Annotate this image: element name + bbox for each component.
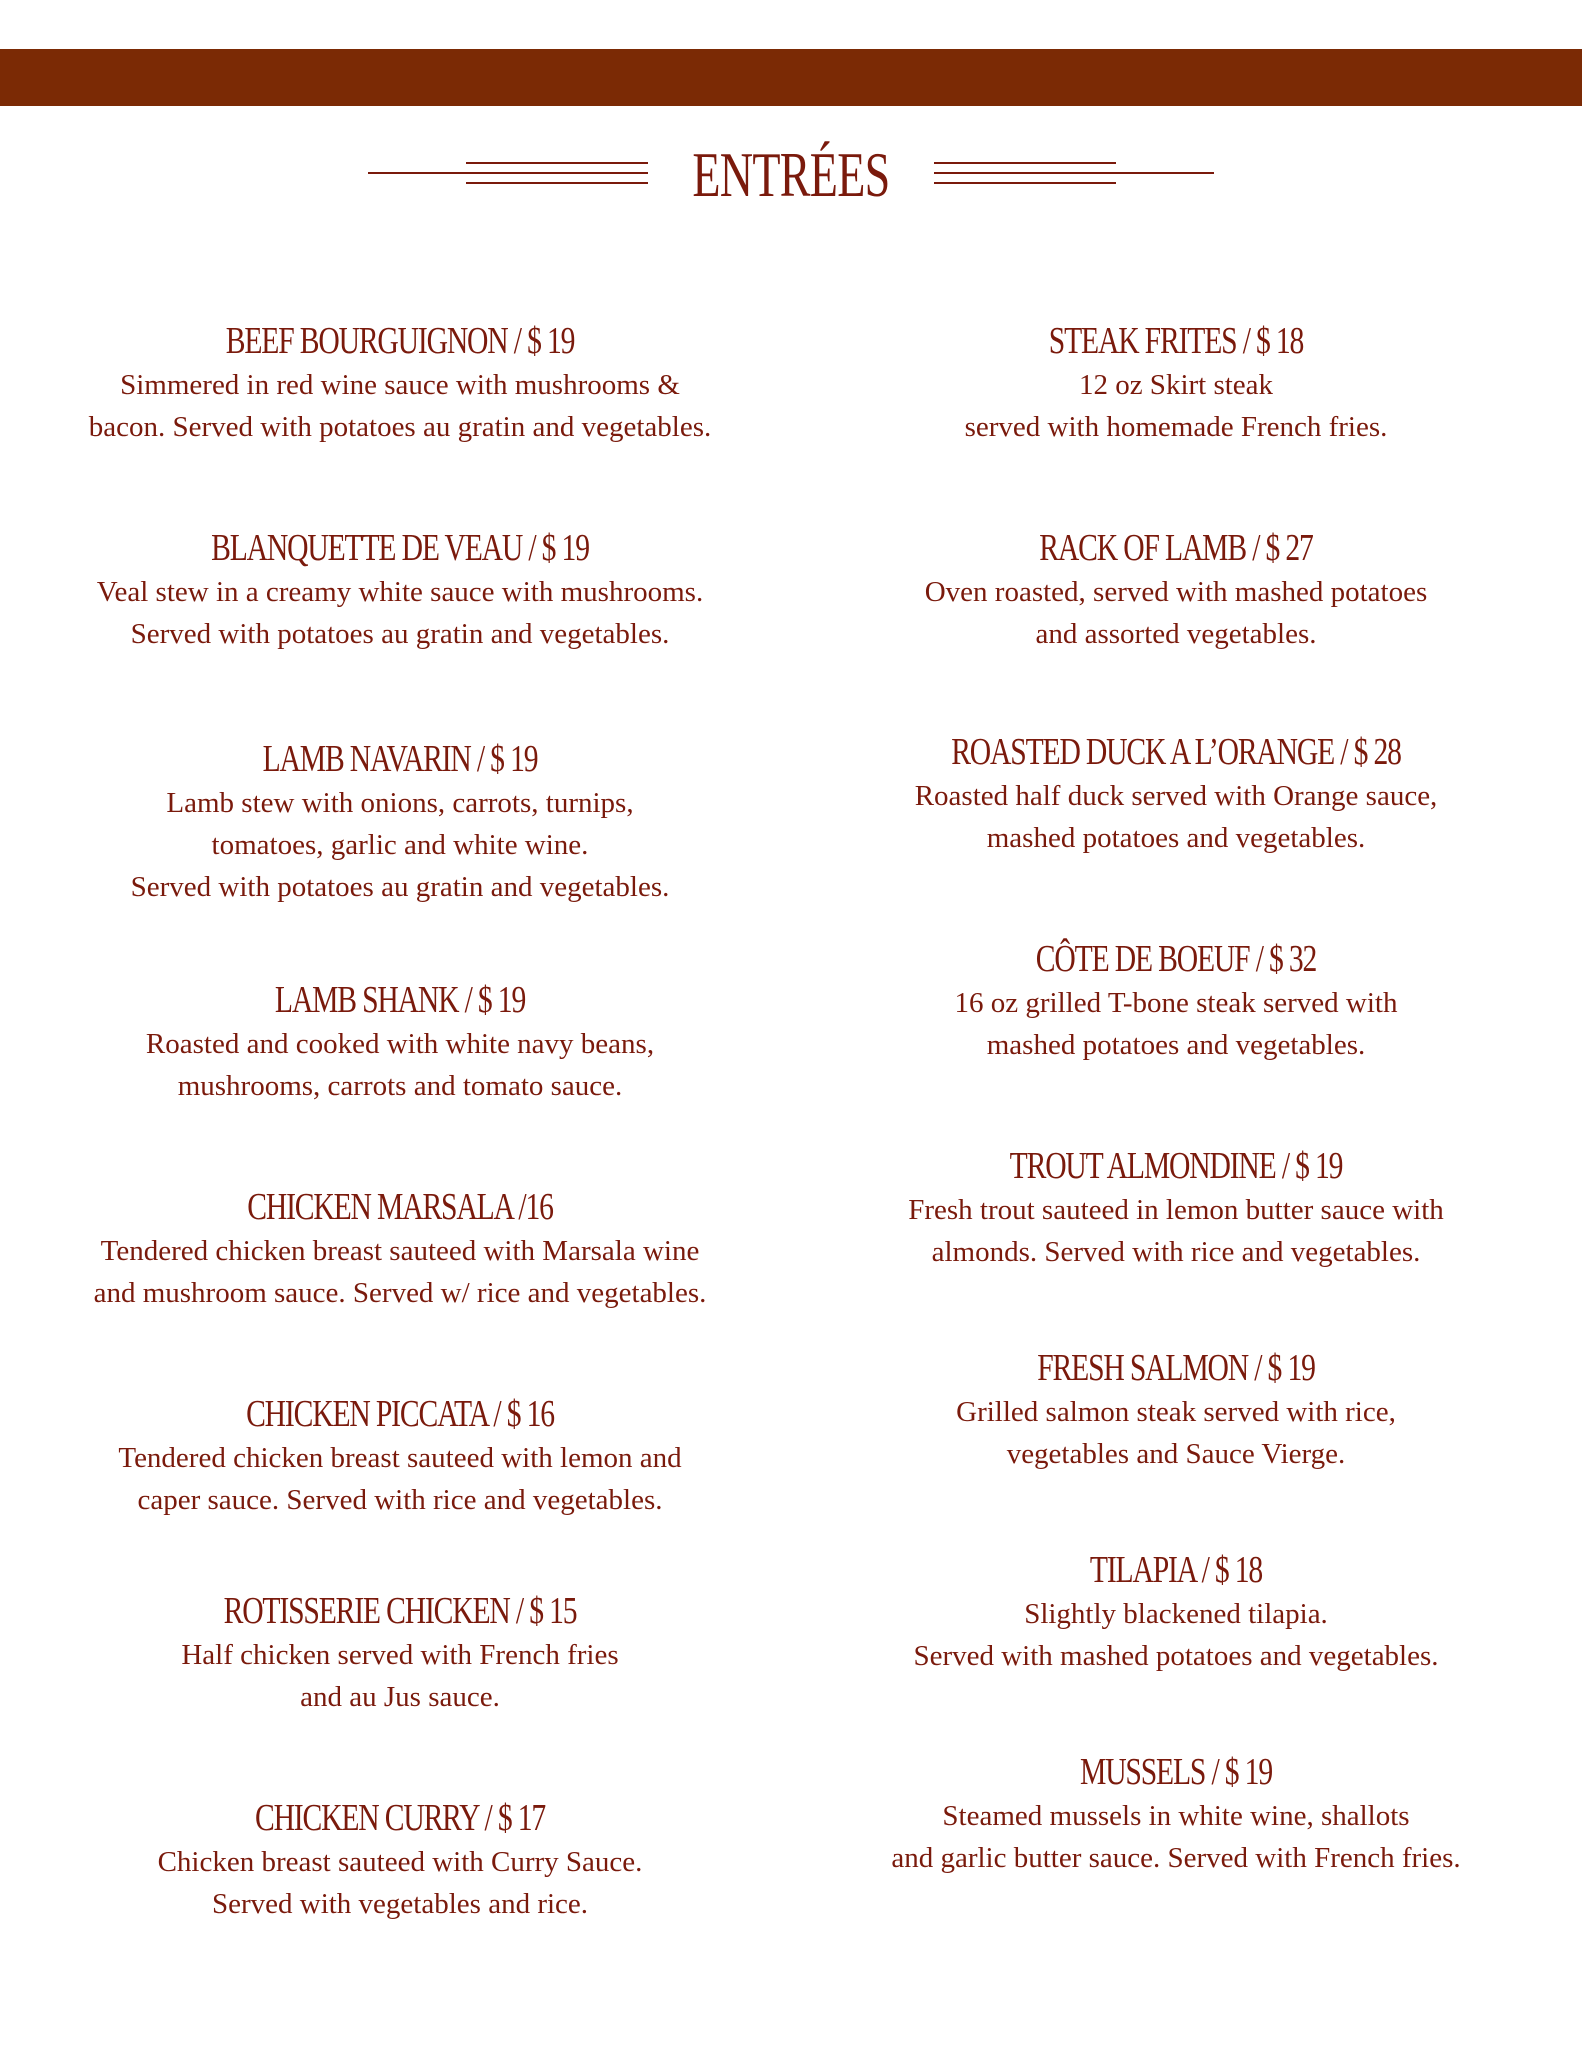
menu-item — [796, 318, 1556, 448]
menu-item-name: BLANQUETTE DE VEAU / $ 19 — [211, 527, 589, 569]
menu-item-name: FRESH SALMON / $ 19 — [1037, 1347, 1315, 1389]
menu-item-description: Roasted and cooked with white navy beans, mushrooms, carrots and tomato sauce. — [145, 1028, 655, 1102]
heading-right-ornament — [934, 135, 1214, 215]
menu-item — [796, 729, 1556, 859]
menu-item-description: Roasted half duck served with Orange sauce, mashed potatoes and vegetables. — [914, 780, 1438, 854]
menu-item-description: 12 oz Skirt steak served with homemade French fries. — [964, 369, 1388, 443]
menu-item — [796, 1749, 1556, 1879]
menu-item-name: CHICKEN MARSALA /16 — [247, 1186, 553, 1228]
menu-item-description: Steamed mussels in white wine, shallots and garlic butter sauce. Served with French fries. — [891, 1800, 1461, 1874]
menu-item-description: Simmered in red wine sauce with mushrooms & bacon. Served with potatoes au gratin and vegetables. — [88, 369, 712, 443]
menu-item — [20, 736, 780, 908]
menu-item-description: Tendered chicken breast sauteed with Marsala wine and mushroom sauce. Served w/ rice and vegetables. — [93, 1235, 707, 1309]
menu-item-description: 16 oz grilled T-bone steak served with mashed potatoes and vegetables. — [954, 987, 1398, 1061]
menu-item-name: ROASTED DUCK A L’ORANGE / $ 28 — [951, 731, 1401, 773]
menu-item-name: MUSSELS / $ 19 — [1080, 1751, 1272, 1793]
menu-item — [796, 1547, 1556, 1677]
page-title: ENTRÉES — [692, 139, 890, 210]
menu-item-name: CHICKEN PICCATA / $ 16 — [246, 1393, 554, 1435]
top-banner-bar — [0, 49, 1582, 106]
menu-item-description: Chicken breast sauteed with Curry Sauce. Served with vegetables and rice. — [157, 1846, 643, 1920]
menu-item — [20, 1795, 780, 1925]
menu-item — [796, 525, 1556, 655]
menu-item — [20, 1588, 780, 1718]
menu-item — [20, 1391, 780, 1521]
menu-item-description: Fresh trout sauteed in lemon butter sauce with almonds. Served with rice and vegetables. — [908, 1194, 1444, 1268]
menu-item-name: LAMB SHANK / $ 19 — [274, 979, 526, 1021]
menu-item — [796, 1345, 1556, 1475]
menu-item-description: Lamb stew with onions, carrots, turnips, tomatoes, garlic and white wine. Served with potatoes au gratin and vegetables. — [130, 787, 670, 903]
menu-item-name: TROUT ALMONDINE / $ 19 — [1009, 1145, 1343, 1187]
menu-item — [20, 525, 780, 655]
menu-item-name: CHICKEN CURRY / $ 17 — [254, 1797, 546, 1839]
menu-item — [20, 977, 780, 1107]
menu-item — [20, 318, 780, 448]
menu-item-name: TILAPIA / $ 18 — [1089, 1549, 1263, 1591]
menu-item-description: Slightly blackened tilapia. Served with mashed potatoes and vegetables. — [913, 1598, 1439, 1672]
menu-item-name: BEEF BOURGUIGNON / $ 19 — [225, 320, 575, 362]
menu-item-name: CÔTE DE BOEUF / $ 32 — [1035, 938, 1317, 980]
menu-item — [796, 1143, 1556, 1273]
menu-item — [20, 1184, 780, 1314]
menu-item-name: STEAK FRITES / $ 18 — [1048, 320, 1304, 362]
menu-item-name: ROTISSERIE CHICKEN / $ 15 — [223, 1590, 577, 1632]
menu-item-description: Tendered chicken breast sauteed with lemon and caper sauce. Served with rice and vegetables. — [118, 1442, 682, 1516]
menu-item — [796, 936, 1556, 1066]
menu-item-name: RACK OF LAMB / $ 27 — [1039, 527, 1313, 569]
heading-left-ornament — [368, 135, 648, 215]
menu-item-description: Half chicken served with French fries and au Jus sauce. — [181, 1639, 619, 1713]
menu-item-description: Grilled salmon steak served with rice, vegetables and Sauce Vierge. — [956, 1396, 1396, 1470]
menu-item-description: Veal stew in a creamy white sauce with mushrooms. Served with potatoes au gratin and vegetables. — [96, 576, 704, 650]
menu-item-description: Oven roasted, served with mashed potatoes and assorted vegetables. — [924, 576, 1428, 650]
menu-item-name: LAMB NAVARIN / $ 19 — [262, 738, 538, 780]
section-heading — [0, 135, 1582, 215]
